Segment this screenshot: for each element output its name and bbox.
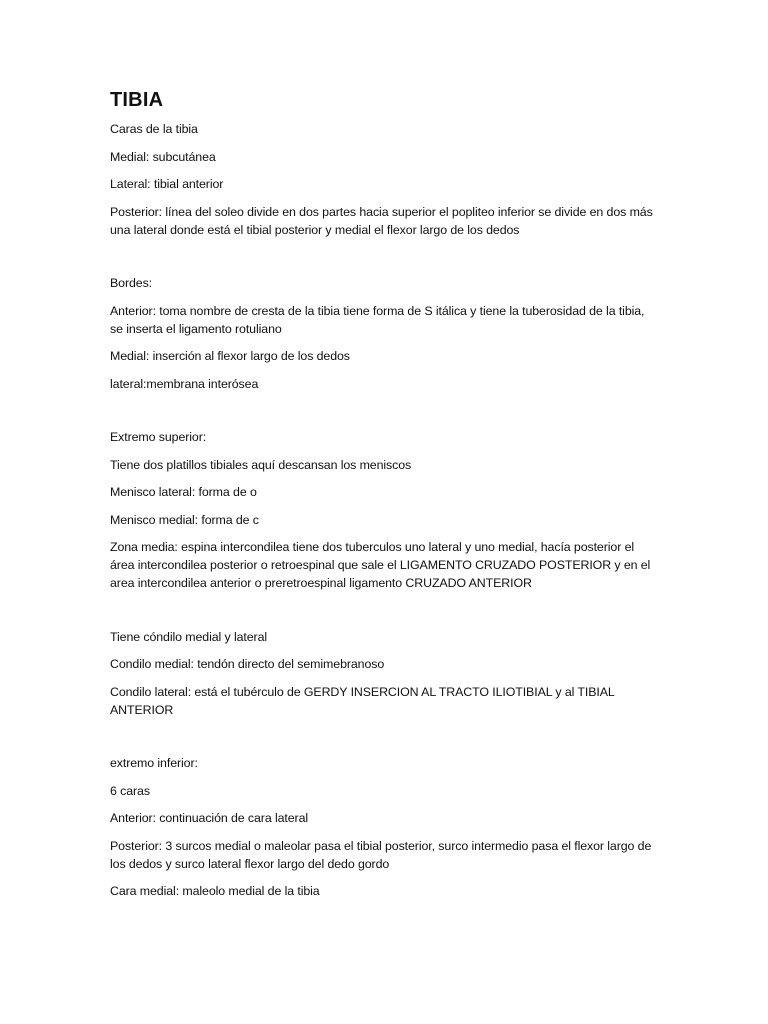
paragraph-anterior-border: Anterior: toma nombre de cresta de la tibia tiene forma de S itálica y tiene la tuberosidad de la tibia, se inserta el ligamento rotuliano	[110, 303, 645, 336]
paragraph-condilos: Tiene cóndilo medial y lateral	[110, 629, 268, 644]
paragraph-condilo-lateral: Condilo lateral: está el tubérculo de GERDY INSERCION AL TRACTO ILIOTIBIAL y al TIBIAL ANTERIOR	[110, 684, 615, 717]
paragraph-posterior-inferior: Posterior: 3 surcos medial o maleolar pasa el tibial posterior, surco intermedio pasa el flexor largo de los dedos y surco lateral flexor largo del dedo gordo	[110, 838, 652, 871]
paragraph-menisco-medial: Menisco medial: forma de c	[110, 512, 259, 527]
paragraph-medial-face: Medial: subcutánea	[110, 149, 216, 164]
paragraph-lateral-face: Lateral: tibial anterior	[110, 177, 224, 191]
section-spacer	[110, 248, 660, 274]
paragraph-posterior-face: Posterior: línea del soleo divide en dos partes hacia superior el popliteo inferior se divide en dos más una lateral donde está el tibial posterior y medial el flexor largo de los dedos	[110, 204, 653, 237]
section-spacer	[110, 602, 660, 628]
paragraph-cara-medial: Cara medial: maleolo medial de la tibia	[110, 884, 320, 898]
paragraph-condilo-medial: Condilo medial: tendón directo del semimebranoso	[110, 657, 385, 671]
paragraph-menisco-lateral: Menisco lateral: forma de o	[110, 485, 257, 499]
paragraph-lateral-border: lateral:membrana interósea	[110, 376, 259, 391]
paragraph-platillos: Tiene dos platillos tibiales aquí descansan los meniscos	[110, 457, 412, 472]
document-title: TIBIA	[110, 89, 164, 111]
paragraph-extremo-superior-heading: Extremo superior:	[110, 430, 207, 444]
paragraph-seis-caras: 6 caras	[110, 783, 150, 798]
paragraph-bordes-heading: Bordes:	[110, 276, 153, 290]
section-spacer	[110, 728, 660, 754]
paragraph-anterior-inferior: Anterior: continuación de cara lateral	[110, 811, 309, 825]
section-spacer	[110, 402, 660, 428]
paragraph-caras: Caras de la tibia	[110, 122, 198, 136]
paragraph-extremo-inferior-heading: extremo inferior:	[110, 756, 198, 770]
paragraph-medial-border: Medial: inserción al flexor largo de los dedos	[110, 349, 350, 363]
paragraph-zona-media: Zona media: espina intercondilea tiene dos tuberculos uno lateral y uno medial, hacía posterior el área intercondilea posterior o retroespinal que sale el LIGAMENTO CRUZADO POSTERIOR y en el area intercondilea anterior o preretroespinal ligamento CRUZADO ANTERIOR	[110, 540, 651, 590]
document-page	[110, 88, 660, 910]
